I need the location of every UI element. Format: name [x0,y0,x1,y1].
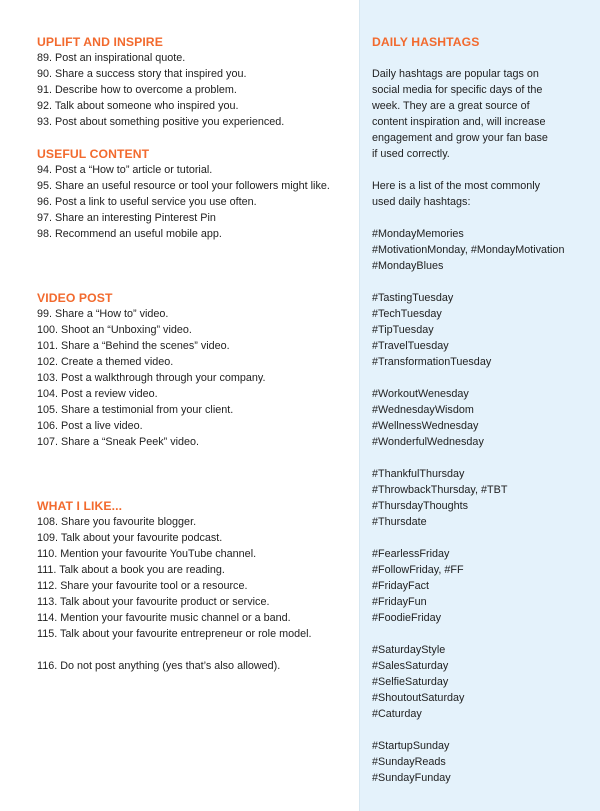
list-item: 109. Talk about your favourite podcast. [37,532,223,544]
spacer [372,370,594,386]
hashtag: #FridayFun [372,596,427,608]
hashtags-tuesday [372,290,594,370]
daily-hashtags-sidebar [359,0,600,811]
spacer [37,274,355,290]
list-item: 115. Talk about your favourite entrepreneur or role model. [37,628,312,640]
paragraph-line: Daily hashtags are popular tags on [372,68,539,80]
spacer [37,130,355,146]
hashtag: #SalesSaturday [372,660,449,672]
spacer [372,722,594,738]
list-item: 104. Post a review video. [37,388,158,400]
list-item: 98. Recommend an useful mobile app. [37,228,222,240]
paragraph-line: social media for specific days of the [372,84,543,96]
paragraph-line: used daily hashtags: [372,196,471,208]
list-item: 113. Talk about your favourite product or service. [37,596,270,608]
paragraph-line: Here is a list of the most commonly [372,180,541,192]
hashtag: #StartupSunday [372,740,450,752]
spacer [37,466,355,482]
hashtags-thursday [372,466,594,530]
list-item: 90. Share a success story that inspired you. [37,68,247,80]
section-heading: VIDEO POST [37,291,113,305]
hashtag: #MondayMemories [372,228,464,240]
hashtag: #SundayReads [372,756,446,768]
spacer [37,642,355,658]
spacer [37,450,355,466]
sidebar-list-intro [372,178,594,210]
spacer [37,482,355,498]
hashtag: #TransformationTuesday [372,356,492,368]
list-item: 106. Post a live video. [37,420,143,432]
hashtag: #WellnessWednesday [372,420,479,432]
list-item: 96. Post a link to useful service you use often. [37,196,257,208]
paragraph-line: week. They are a great source of [372,100,530,112]
list-item: 108. Share you favourite blogger. [37,516,197,528]
sidebar-intro-paragraph [372,66,594,162]
sidebar-content [372,34,594,786]
hashtags-sunday [372,738,594,786]
hashtag: #MotivationMonday, #MondayMotivation [372,244,565,256]
list-item: 93. Post about something positive you experienced. [37,116,285,128]
paragraph-line: engagement and grow your fan base [372,132,548,144]
hashtag: #Caturday [372,708,422,720]
hashtag: #TravelTuesday [372,340,449,352]
paragraph-line: content inspiration and, will increase [372,116,546,128]
hashtag: #SaturdayStyle [372,644,446,656]
list-item: 107. Share a “Sneak Peek” video. [37,436,200,448]
spacer [372,626,594,642]
hashtags-friday [372,546,594,626]
hashtag: #FoodieFriday [372,612,442,624]
hashtag: #Thursdate [372,516,427,528]
section-uplift-and-inspire [37,34,355,130]
hashtag: #ThrowbackThursday, #TBT [372,484,508,496]
list-item-final: 116. Do not post anything (yes that’s also allowed). [37,660,281,672]
list-item: 103. Post a walkthrough through your company. [37,372,266,384]
sidebar-title: DAILY HASHTAGS [372,35,480,49]
list-item: 94. Post a “How to” article or tutorial. [37,164,213,176]
spacer [372,450,594,466]
list-item: 100. Shoot an “Unboxing” video. [37,324,192,336]
list-item: 101. Share a “Behind the scenes” video. [37,340,230,352]
section-useful-content [37,146,355,242]
hashtag: #WednesdayWisdom [372,404,474,416]
spacer [37,258,355,274]
list-item: 92. Talk about someone who inspired you. [37,100,239,112]
spacer [372,210,594,226]
section-heading: USEFUL CONTENT [37,147,150,161]
hashtag: #ThankfulThursday [372,468,465,480]
hashtag: #ShoutoutSaturday [372,692,465,704]
list-item: 91. Describe how to overcome a problem. [37,84,237,96]
spacer [372,50,594,66]
section-what-i-like [37,498,355,674]
hashtags-monday [372,226,594,274]
hashtag: #MondayBlues [372,260,444,272]
hashtag: #WonderfulWednesday [372,436,484,448]
list-item: 95. Share an useful resource or tool your followers might like. [37,180,330,192]
hashtags-saturday [372,642,594,722]
hashtag: #FridayFact [372,580,429,592]
paragraph-line: if used correctly. [372,148,450,160]
hashtag: #SelfieSaturday [372,676,449,688]
spacer [37,242,355,258]
spacer [372,530,594,546]
list-item: 110. Mention your favourite YouTube channel. [37,548,257,560]
list-item: 89. Post an inspirational quote. [37,52,186,64]
section-video-post [37,290,355,450]
content-ideas-column [37,34,355,674]
hashtag: #FollowFriday, #FF [372,564,464,576]
hashtag: #ThursdayThoughts [372,500,469,512]
hashtag: #TechTuesday [372,308,442,320]
section-heading: WHAT I LIKE... [37,499,123,513]
hashtags-wednesday [372,386,594,450]
list-item: 102. Create a themed video. [37,356,174,368]
list-item: 111. Talk about a book you are reading. [37,564,225,576]
hashtag: #WorkoutWenesday [372,388,469,400]
hashtag: #TipTuesday [372,324,434,336]
list-item: 112. Share your favourite tool or a resource. [37,580,248,592]
list-item: 97. Share an interesting Pinterest Pin [37,212,216,224]
spacer [372,162,594,178]
list-item: 105. Share a testimonial from your client. [37,404,234,416]
hashtag: #SundayFunday [372,772,451,784]
hashtag: #FearlessFriday [372,548,450,560]
list-item: 114. Mention your favourite music channel or a band. [37,612,291,624]
list-item: 99. Share a “How to” video. [37,308,169,320]
section-heading: UPLIFT AND INSPIRE [37,35,163,49]
hashtag: #TastingTuesday [372,292,454,304]
spacer [372,274,594,290]
